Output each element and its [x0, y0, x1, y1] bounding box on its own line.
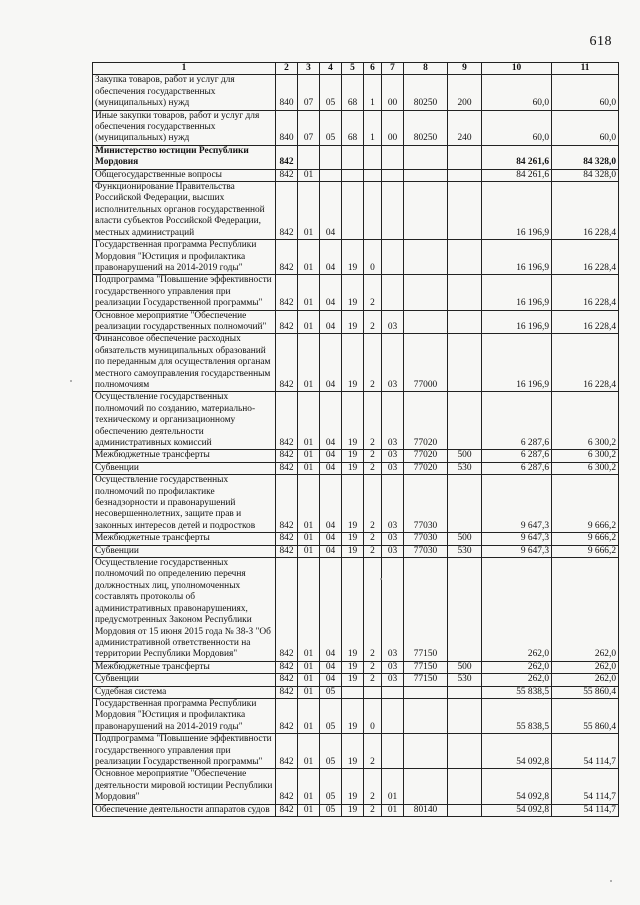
cell-direction: 77150 — [404, 674, 448, 686]
table-row — [93, 769, 619, 804]
cell-expense-type: 500 — [448, 450, 482, 462]
cell-event: 03 — [382, 475, 404, 533]
cell-subsection — [320, 169, 342, 181]
cell-program: 19 — [342, 674, 364, 686]
cell-amount-2019: 60,0 — [552, 75, 619, 110]
cell-program: 19 — [342, 734, 364, 769]
cell-event — [382, 182, 404, 240]
cell-subsection: 04 — [320, 310, 342, 334]
row-name: Иные закупки товаров, работ и услуг для обеспечения государственных (муниципальных) нужд — [93, 110, 276, 145]
cell-program: 19 — [342, 769, 364, 804]
cell-section: 01 — [298, 334, 320, 392]
cell-admin-code: 842 — [276, 462, 298, 474]
cell-amount-2018: 84 261,6 — [482, 145, 552, 169]
cell-admin-code: 840 — [276, 75, 298, 110]
cell-admin-code: 842 — [276, 475, 298, 533]
cell-expense-type: 500 — [448, 533, 482, 545]
cell-amount-2019: 84 328,0 — [552, 169, 619, 181]
cell-direction — [404, 182, 448, 240]
cell-direction: 77020 — [404, 392, 448, 450]
cell-direction — [404, 686, 448, 698]
cell-admin-code: 842 — [276, 734, 298, 769]
cell-expense-type: 530 — [448, 545, 482, 557]
cell-amount-2019: 16 228,4 — [552, 310, 619, 334]
cell-subprogram: 2 — [364, 533, 382, 545]
cell-subsection: 05 — [320, 698, 342, 733]
cell-subprogram: 2 — [364, 545, 382, 557]
cell-subsection: 05 — [320, 110, 342, 145]
cell-admin-code: 842 — [276, 240, 298, 275]
cell-amount-2019: 55 860,4 — [552, 698, 619, 733]
cell-event: 00 — [382, 110, 404, 145]
page-number: 618 — [589, 34, 612, 49]
cell-expense-type — [448, 169, 482, 181]
cell-expense-type — [448, 240, 482, 275]
cell-section: 01 — [298, 240, 320, 275]
cell-section: 01 — [298, 392, 320, 450]
column-header-2: 2 — [276, 63, 298, 75]
row-name: Основное мероприятие "Обеспечение реализации государственных полномочий" — [93, 310, 276, 334]
cell-direction: 80250 — [404, 110, 448, 145]
cell-program: 19 — [342, 450, 364, 462]
cell-event: 03 — [382, 661, 404, 673]
cell-amount-2019: 16 228,4 — [552, 275, 619, 310]
row-name: Функционирование Правительства Российской Федерации, высших исполнительных органов государственной власти субъектов Российской Федерации, местных администраций — [93, 182, 276, 240]
cell-event: 03 — [382, 310, 404, 334]
cell-amount-2019: 54 114,7 — [552, 804, 619, 816]
cell-direction: 77020 — [404, 450, 448, 462]
cell-amount-2019: 6 300,2 — [552, 392, 619, 450]
cell-subsection: 04 — [320, 240, 342, 275]
cell-amount-2018: 6 287,6 — [482, 392, 552, 450]
column-header-8: 8 — [404, 63, 448, 75]
cell-program — [342, 182, 364, 240]
cell-subsection: 05 — [320, 804, 342, 816]
cell-expense-type — [448, 734, 482, 769]
cell-section: 01 — [298, 310, 320, 334]
cell-subsection: 04 — [320, 558, 342, 662]
table-row — [93, 182, 619, 240]
cell-program: 19 — [342, 334, 364, 392]
cell-amount-2019: 262,0 — [552, 674, 619, 686]
cell-section: 01 — [298, 734, 320, 769]
column-header-5: 5 — [342, 63, 364, 75]
budget-table — [92, 62, 619, 817]
cell-direction: 77030 — [404, 545, 448, 557]
cell-expense-type: 530 — [448, 462, 482, 474]
cell-subsection: 04 — [320, 545, 342, 557]
cell-amount-2018: 54 092,8 — [482, 804, 552, 816]
cell-subprogram: 2 — [364, 462, 382, 474]
table-row — [93, 661, 619, 673]
cell-subsection: 04 — [320, 182, 342, 240]
cell-amount-2018: 54 092,8 — [482, 769, 552, 804]
cell-amount-2018: 84 261,6 — [482, 169, 552, 181]
row-name: Общегосударственные вопросы — [93, 169, 276, 181]
cell-subprogram: 2 — [364, 392, 382, 450]
cell-amount-2018: 9 647,3 — [482, 545, 552, 557]
cell-admin-code: 842 — [276, 275, 298, 310]
cell-section: 07 — [298, 75, 320, 110]
cell-amount-2018: 9 647,3 — [482, 533, 552, 545]
cell-amount-2019: 9 666,2 — [552, 545, 619, 557]
column-header-6: 6 — [364, 63, 382, 75]
cell-event: 03 — [382, 450, 404, 462]
cell-amount-2019: 16 228,4 — [552, 334, 619, 392]
cell-subprogram: 2 — [364, 450, 382, 462]
row-name: Субвенции — [93, 545, 276, 557]
cell-subprogram: 2 — [364, 674, 382, 686]
cell-event: 01 — [382, 769, 404, 804]
column-header-10: 10 — [482, 63, 552, 75]
cell-section: 01 — [298, 450, 320, 462]
cell-subsection: 04 — [320, 275, 342, 310]
cell-subsection: 04 — [320, 392, 342, 450]
cell-program: 19 — [342, 310, 364, 334]
cell-direction: 77150 — [404, 558, 448, 662]
cell-amount-2018: 16 196,9 — [482, 182, 552, 240]
cell-amount-2018: 16 196,9 — [482, 275, 552, 310]
row-name: Межбюджетные трансферты — [93, 533, 276, 545]
cell-subsection: 05 — [320, 75, 342, 110]
cell-event: 03 — [382, 558, 404, 662]
cell-amount-2018: 262,0 — [482, 674, 552, 686]
row-name: Субвенции — [93, 674, 276, 686]
cell-program: 68 — [342, 75, 364, 110]
cell-expense-type — [448, 275, 482, 310]
table-row — [93, 804, 619, 816]
column-header-11: 11 — [552, 63, 619, 75]
cell-expense-type — [448, 145, 482, 169]
cell-program: 68 — [342, 110, 364, 145]
cell-expense-type — [448, 769, 482, 804]
cell-section: 01 — [298, 661, 320, 673]
row-name: Осуществление государственных полномочий по профилактике безнадзорности и правонарушений несовершеннолетних, защите прав и законных интересов детей и подростков — [93, 475, 276, 533]
cell-section: 01 — [298, 182, 320, 240]
table-row — [93, 545, 619, 557]
cell-section — [298, 145, 320, 169]
table-row — [93, 145, 619, 169]
cell-section: 01 — [298, 558, 320, 662]
column-header-9: 9 — [448, 63, 482, 75]
cell-amount-2019: 16 228,4 — [552, 240, 619, 275]
table-row — [93, 533, 619, 545]
cell-subprogram — [364, 182, 382, 240]
table-row — [93, 558, 619, 662]
cell-event — [382, 240, 404, 275]
cell-subsection: 04 — [320, 475, 342, 533]
cell-amount-2018: 55 838,5 — [482, 698, 552, 733]
cell-subsection: 04 — [320, 661, 342, 673]
cell-amount-2019: 262,0 — [552, 661, 619, 673]
cell-admin-code: 842 — [276, 169, 298, 181]
row-name: Закупка товаров, работ и услуг для обеспечения государственных (муниципальных) нужд — [93, 75, 276, 110]
cell-subsection: 05 — [320, 686, 342, 698]
table-row — [93, 334, 619, 392]
row-name: Межбюджетные трансферты — [93, 450, 276, 462]
cell-amount-2018: 262,0 — [482, 558, 552, 662]
table-header-row — [93, 63, 619, 75]
cell-expense-type — [448, 698, 482, 733]
cell-section: 01 — [298, 804, 320, 816]
cell-amount-2019: 262,0 — [552, 558, 619, 662]
cell-expense-type — [448, 804, 482, 816]
cell-admin-code: 842 — [276, 392, 298, 450]
cell-event: 03 — [382, 392, 404, 450]
cell-direction — [404, 169, 448, 181]
cell-subprogram: 2 — [364, 334, 382, 392]
cell-amount-2019: 60,0 — [552, 110, 619, 145]
table-row — [93, 674, 619, 686]
row-name: Субвенции — [93, 462, 276, 474]
row-name: Судебная система — [93, 686, 276, 698]
row-name: Государственная программа Республики Мордовия "Юстиция и профилактика правонарушений на 2014-2019 годы" — [93, 240, 276, 275]
cell-section: 01 — [298, 698, 320, 733]
cell-admin-code: 842 — [276, 533, 298, 545]
cell-admin-code: 842 — [276, 698, 298, 733]
cell-amount-2019: 9 666,2 — [552, 475, 619, 533]
cell-subprogram: 1 — [364, 75, 382, 110]
cell-direction: 77030 — [404, 533, 448, 545]
scan-speck — [380, 578, 382, 580]
cell-section: 01 — [298, 475, 320, 533]
cell-amount-2018: 6 287,6 — [482, 462, 552, 474]
cell-section: 01 — [298, 533, 320, 545]
cell-event: 03 — [382, 674, 404, 686]
cell-program: 19 — [342, 240, 364, 275]
row-name: Обеспечение деятельности аппаратов судов — [93, 804, 276, 816]
cell-section: 01 — [298, 169, 320, 181]
cell-direction: 77020 — [404, 462, 448, 474]
cell-section: 01 — [298, 275, 320, 310]
cell-subprogram — [364, 169, 382, 181]
row-name: Финансовое обеспечение расходных обязательств муниципальных образований по переданным для осуществления органам местного самоуправления государственным полномочиям — [93, 334, 276, 392]
cell-section: 01 — [298, 545, 320, 557]
table-row — [93, 392, 619, 450]
row-name: Межбюджетные трансферты — [93, 661, 276, 673]
table-row — [93, 462, 619, 474]
cell-admin-code: 842 — [276, 145, 298, 169]
row-name: Подпрограмма "Повышение эффективности государственного управления при реализации Государственной программы" — [93, 275, 276, 310]
cell-amount-2019: 16 228,4 — [552, 182, 619, 240]
cell-admin-code: 842 — [276, 804, 298, 816]
scan-speck — [610, 880, 612, 882]
cell-section: 01 — [298, 686, 320, 698]
cell-direction — [404, 145, 448, 169]
row-name: Осуществление государственных полномочий по определению перечня должностных лиц, уполномоченных составлять протоколы об административных правонарушениях, предусмотренных Законом Республики Мордовия от 15 июня 2015 года № 38-З "Об административной ответственности на территории Республики Мордовия" — [93, 558, 276, 662]
cell-section: 01 — [298, 674, 320, 686]
cell-expense-type: 530 — [448, 674, 482, 686]
scan-speck — [70, 380, 72, 382]
cell-subsection: 05 — [320, 769, 342, 804]
cell-direction: 77030 — [404, 475, 448, 533]
cell-amount-2018: 6 287,6 — [482, 450, 552, 462]
cell-program: 19 — [342, 275, 364, 310]
cell-amount-2018: 16 196,9 — [482, 240, 552, 275]
cell-expense-type — [448, 392, 482, 450]
cell-program: 19 — [342, 392, 364, 450]
cell-section: 01 — [298, 769, 320, 804]
row-name: Основное мероприятие "Обеспечение деятельности мировой юстиции Республики Мордовия" — [93, 769, 276, 804]
table-row — [93, 275, 619, 310]
cell-expense-type — [448, 686, 482, 698]
cell-subsection: 04 — [320, 450, 342, 462]
cell-amount-2019: 6 300,2 — [552, 462, 619, 474]
column-header-3: 3 — [298, 63, 320, 75]
cell-section: 07 — [298, 110, 320, 145]
cell-amount-2018: 9 647,3 — [482, 475, 552, 533]
cell-amount-2018: 16 196,9 — [482, 310, 552, 334]
cell-amount-2018: 16 196,9 — [482, 334, 552, 392]
cell-amount-2018: 60,0 — [482, 110, 552, 145]
table-row — [93, 734, 619, 769]
row-name: Министерство юстиции Республики Мордовия — [93, 145, 276, 169]
cell-admin-code: 842 — [276, 545, 298, 557]
cell-admin-code: 842 — [276, 334, 298, 392]
row-name: Государственная программа Республики Мордовия "Юстиция и профилактика правонарушений на 2014-2019 годы" — [93, 698, 276, 733]
cell-expense-type: 500 — [448, 661, 482, 673]
cell-program: 19 — [342, 533, 364, 545]
table-row — [93, 450, 619, 462]
cell-amount-2019: 54 114,7 — [552, 769, 619, 804]
table-row — [93, 110, 619, 145]
cell-event — [382, 686, 404, 698]
cell-subsection: 04 — [320, 674, 342, 686]
cell-admin-code: 842 — [276, 686, 298, 698]
cell-subprogram — [364, 686, 382, 698]
cell-program: 19 — [342, 698, 364, 733]
cell-subprogram: 0 — [364, 240, 382, 275]
cell-event: 00 — [382, 75, 404, 110]
table-row — [93, 698, 619, 733]
cell-subprogram: 2 — [364, 310, 382, 334]
cell-admin-code: 842 — [276, 661, 298, 673]
cell-subsection: 04 — [320, 533, 342, 545]
cell-amount-2018: 54 092,8 — [482, 734, 552, 769]
cell-admin-code: 842 — [276, 558, 298, 662]
cell-direction — [404, 275, 448, 310]
cell-admin-code: 842 — [276, 310, 298, 334]
column-header-4: 4 — [320, 63, 342, 75]
cell-expense-type — [448, 310, 482, 334]
cell-subprogram: 2 — [364, 769, 382, 804]
cell-program: 19 — [342, 661, 364, 673]
cell-subsection: 05 — [320, 734, 342, 769]
cell-admin-code: 842 — [276, 450, 298, 462]
cell-subsection: 04 — [320, 334, 342, 392]
cell-subprogram: 2 — [364, 661, 382, 673]
cell-admin-code: 842 — [276, 182, 298, 240]
cell-admin-code: 842 — [276, 674, 298, 686]
row-name: Подпрограмма "Повышение эффективности государственного управления при реализации Государственной программы" — [93, 734, 276, 769]
cell-event: 03 — [382, 533, 404, 545]
cell-amount-2018: 55 838,5 — [482, 686, 552, 698]
cell-program: 19 — [342, 804, 364, 816]
cell-amount-2018: 262,0 — [482, 661, 552, 673]
column-header-7: 7 — [382, 63, 404, 75]
cell-program: 19 — [342, 475, 364, 533]
cell-admin-code: 840 — [276, 110, 298, 145]
cell-event: 03 — [382, 334, 404, 392]
cell-event: 03 — [382, 545, 404, 557]
cell-event: 03 — [382, 462, 404, 474]
cell-subsection — [320, 145, 342, 169]
cell-direction: 80140 — [404, 804, 448, 816]
cell-direction — [404, 698, 448, 733]
cell-subprogram: 2 — [364, 275, 382, 310]
cell-expense-type — [448, 334, 482, 392]
cell-program — [342, 169, 364, 181]
cell-event — [382, 169, 404, 181]
cell-subprogram: 2 — [364, 558, 382, 662]
table-row — [93, 240, 619, 275]
cell-subprogram: 0 — [364, 698, 382, 733]
table-row — [93, 310, 619, 334]
table-row — [93, 475, 619, 533]
cell-direction: 80250 — [404, 75, 448, 110]
cell-amount-2019: 9 666,2 — [552, 533, 619, 545]
cell-direction — [404, 734, 448, 769]
cell-subprogram: 2 — [364, 804, 382, 816]
cell-direction — [404, 310, 448, 334]
cell-subprogram: 2 — [364, 734, 382, 769]
cell-event — [382, 734, 404, 769]
cell-subprogram: 1 — [364, 110, 382, 145]
cell-program: 19 — [342, 558, 364, 662]
cell-direction — [404, 240, 448, 275]
cell-program — [342, 686, 364, 698]
cell-expense-type — [448, 558, 482, 662]
table-row — [93, 686, 619, 698]
cell-subsection: 04 — [320, 462, 342, 474]
cell-event — [382, 145, 404, 169]
cell-expense-type — [448, 475, 482, 533]
cell-expense-type: 200 — [448, 75, 482, 110]
cell-expense-type: 240 — [448, 110, 482, 145]
cell-amount-2018: 60,0 — [482, 75, 552, 110]
cell-amount-2019: 55 860,4 — [552, 686, 619, 698]
cell-admin-code: 842 — [276, 769, 298, 804]
cell-direction: 77000 — [404, 334, 448, 392]
cell-program: 19 — [342, 545, 364, 557]
cell-program: 19 — [342, 462, 364, 474]
cell-amount-2019: 84 328,0 — [552, 145, 619, 169]
cell-event — [382, 275, 404, 310]
table-row — [93, 169, 619, 181]
cell-event — [382, 698, 404, 733]
cell-program — [342, 145, 364, 169]
column-header-1: 1 — [93, 63, 276, 75]
cell-expense-type — [448, 182, 482, 240]
cell-amount-2019: 54 114,7 — [552, 734, 619, 769]
row-name: Осуществление государственных полномочий по созданию, материально-техническому и организационному обеспечению деятельности административных комиссий — [93, 392, 276, 450]
cell-subprogram — [364, 145, 382, 169]
table-row — [93, 75, 619, 110]
cell-section: 01 — [298, 462, 320, 474]
cell-direction — [404, 769, 448, 804]
cell-amount-2019: 6 300,2 — [552, 450, 619, 462]
cell-subprogram: 2 — [364, 475, 382, 533]
cell-event: 01 — [382, 804, 404, 816]
cell-direction: 77150 — [404, 661, 448, 673]
